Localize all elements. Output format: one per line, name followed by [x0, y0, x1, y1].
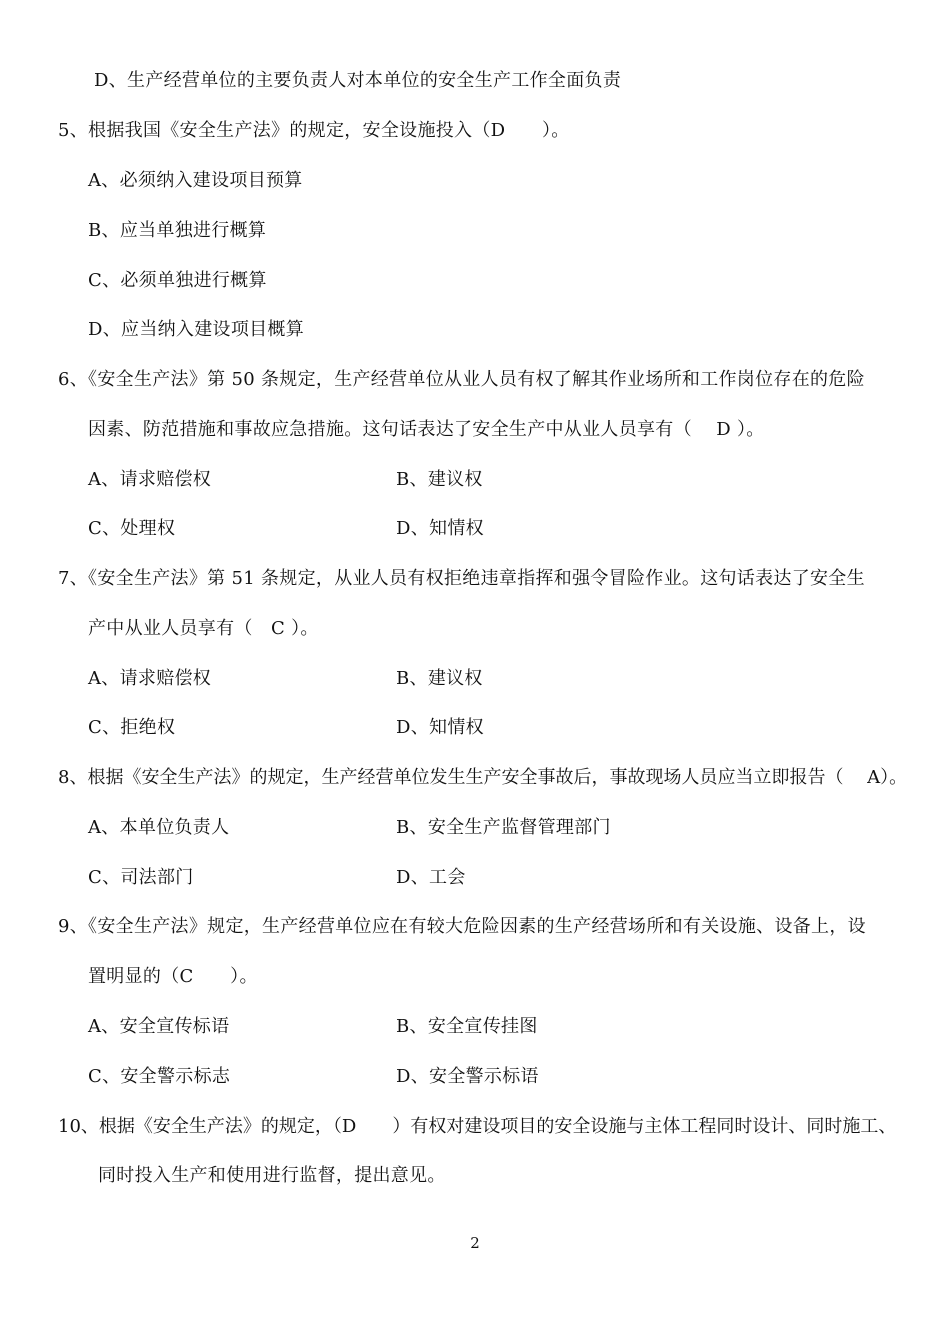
page-number: 2: [470, 1234, 480, 1252]
option-a-q9: A、安全宣传标语: [88, 1016, 230, 1037]
question-6-line-2: 因素、防范措施和事故应急措施。这句话表达了安全生产中从业人员享有（ D ）。: [88, 419, 765, 440]
option-a-q6: A、请求赔偿权: [88, 469, 212, 490]
option-b-q7: B、建议权: [396, 668, 483, 689]
question-5: 5、根据我国《安全生产法》的规定，安全设施投入（D ）。: [58, 120, 570, 141]
option-d-q5: D、应当纳入建设项目概算: [88, 319, 305, 340]
question-8: 8、根据《安全生产法》的规定，生产经营单位发生生产安全事故后，事故现场人员应当立即报告（ A）。: [58, 767, 908, 788]
option-c-q9: C、安全警示标志: [88, 1066, 231, 1087]
option-b-q5: B、应当单独进行概算: [88, 220, 267, 241]
question-7-line-1: 7、《安全生产法》第 51 条规定，从业人员有权拒绝违章指挥和强令冒险作业。这句话表达了安全生: [58, 568, 865, 589]
option-d-q6: D、知情权: [396, 518, 484, 539]
option-a-q5: A、必须纳入建设项目预算: [88, 170, 303, 191]
option-c-q8: C、司法部门: [88, 867, 194, 888]
option-d-q7: D、知情权: [396, 717, 484, 738]
question-10-line-1: 10、根据《安全生产法》的规定，（D ）有权对建设项目的安全设施与主体工程同时设计、同时施工、: [58, 1116, 897, 1137]
option-a-q7: A、请求赔偿权: [88, 668, 212, 689]
option-b-q8: B、安全生产监督管理部门: [396, 817, 611, 838]
question-9-line-2: 置明显的（C ）。: [88, 966, 258, 987]
question-10-line-2: 同时投入生产和使用进行监督，提出意见。: [98, 1165, 446, 1186]
question-7-line-2: 产中从业人员享有（ C ）。: [88, 618, 319, 639]
option-a-q8: A、本单位负责人: [88, 817, 230, 838]
option-d-q4: D、生产经营单位的主要负责人对本单位的安全生产工作全面负责: [94, 70, 622, 91]
option-b-q9: B、安全宣传挂图: [396, 1016, 538, 1037]
option-c-q6: C、处理权: [88, 518, 176, 539]
question-9-line-1: 9、《安全生产法》规定，生产经营单位应在有较大危险因素的生产经营场所和有关设施、设备上，设: [58, 916, 866, 937]
option-d-q9: D、安全警示标语: [396, 1066, 539, 1087]
option-b-q6: B、建议权: [396, 469, 483, 490]
option-d-q8: D、工会: [396, 867, 466, 888]
option-c-q7: C、拒绝权: [88, 717, 176, 738]
option-c-q5: C、必须单独进行概算: [88, 270, 267, 291]
question-6-line-1: 6、《安全生产法》第 50 条规定，生产经营单位从业人员有权了解其作业场所和工作岗位存在的危险: [58, 369, 865, 390]
